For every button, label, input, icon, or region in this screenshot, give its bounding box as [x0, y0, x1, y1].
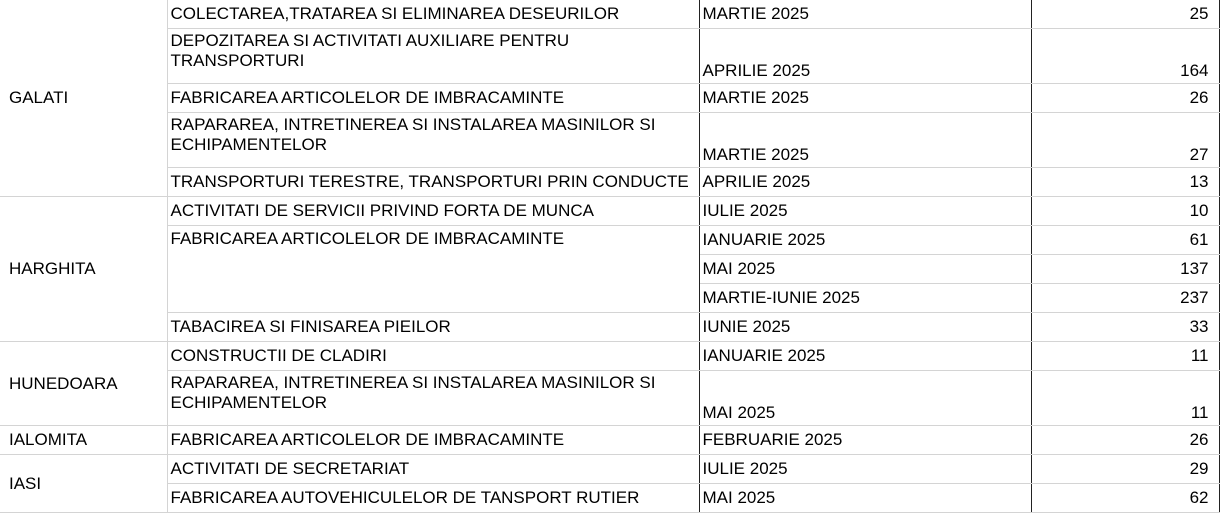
activity-cell[interactable]: RAPARAREA, INTRETINEREA SI INSTALAREA MASINILOR SI ECHIPAMENTELOR — [167, 371, 699, 426]
county-cell-iasi[interactable]: IASI — [0, 455, 167, 513]
count-cell[interactable]: 33 — [1031, 313, 1219, 342]
activity-cell[interactable]: FABRICAREA ARTICOLELOR DE IMBRACAMINTE — [167, 226, 699, 313]
activity-cell[interactable]: ACTIVITATI DE SECRETARIAT — [167, 455, 699, 484]
activity-cell[interactable]: TRANSPORTURI TERESTRE, TRANSPORTURI PRIN CONDUCTE — [167, 168, 699, 197]
activity-cell[interactable]: FABRICAREA AUTOVEHICULELOR DE TANSPORT RUTIER — [167, 484, 699, 513]
county-cell-hunedoara[interactable]: HUNEDOARA — [0, 342, 167, 426]
count-cell[interactable]: 10 — [1031, 197, 1219, 226]
count-cell[interactable]: 26 — [1031, 84, 1219, 113]
count-cell[interactable]: 11 — [1031, 342, 1219, 371]
activity-cell[interactable]: ACTIVITATI DE SERVICII PRIVIND FORTA DE MUNCA — [167, 197, 699, 226]
month-cell[interactable]: APRILIE 2025 — [699, 168, 1031, 197]
activity-cell[interactable]: TABACIREA SI FINISAREA PIEILOR — [167, 313, 699, 342]
activity-cell[interactable]: CONSTRUCTII DE CLADIRI — [167, 342, 699, 371]
count-cell[interactable]: 164 — [1031, 29, 1219, 84]
county-cell-harghita[interactable]: HARGHITA — [0, 197, 167, 342]
activity-cell[interactable]: DEPOZITAREA SI ACTIVITATI AUXILIARE PENTRU TRANSPORTURI — [167, 29, 699, 84]
count-cell[interactable]: 137 — [1031, 255, 1219, 284]
count-cell[interactable]: 26 — [1031, 426, 1219, 455]
county-cell-ialomita[interactable]: IALOMITA — [0, 426, 167, 455]
month-cell[interactable]: APRILIE 2025 — [699, 29, 1031, 84]
month-cell[interactable]: IANUARIE 2025 — [699, 226, 1031, 255]
count-cell[interactable]: 62 — [1031, 484, 1219, 513]
count-cell[interactable]: 25 — [1031, 0, 1219, 29]
month-cell[interactable]: MARTIE 2025 — [699, 0, 1031, 29]
month-cell[interactable]: MARTIE 2025 — [699, 113, 1031, 168]
month-cell[interactable]: IULIE 2025 — [699, 197, 1031, 226]
count-cell[interactable]: 13 — [1031, 168, 1219, 197]
county-cell-galati[interactable]: GALATI — [0, 0, 167, 197]
activity-cell[interactable]: FABRICAREA ARTICOLELOR DE IMBRACAMINTE — [167, 84, 699, 113]
count-cell[interactable]: 29 — [1031, 455, 1219, 484]
activity-cell[interactable]: FABRICAREA ARTICOLELOR DE IMBRACAMINTE — [167, 426, 699, 455]
activity-cell[interactable]: COLECTAREA,TRATAREA SI ELIMINAREA DESEURILOR — [167, 0, 699, 29]
month-cell[interactable]: IANUARIE 2025 — [699, 342, 1031, 371]
month-cell[interactable]: FEBRUARIE 2025 — [699, 426, 1031, 455]
count-cell[interactable]: 61 — [1031, 226, 1219, 255]
month-cell[interactable]: MARTIE 2025 — [699, 84, 1031, 113]
month-cell[interactable]: MARTIE-IUNIE 2025 — [699, 284, 1031, 313]
month-cell[interactable]: MAI 2025 — [699, 371, 1031, 426]
month-cell[interactable]: IULIE 2025 — [699, 455, 1031, 484]
month-cell[interactable]: MAI 2025 — [699, 484, 1031, 513]
month-cell[interactable]: MAI 2025 — [699, 255, 1031, 284]
count-cell[interactable]: 27 — [1031, 113, 1219, 168]
month-cell[interactable]: IUNIE 2025 — [699, 313, 1031, 342]
activity-cell[interactable]: RAPARAREA, INTRETINEREA SI INSTALAREA MASINILOR SI ECHIPAMENTELOR — [167, 113, 699, 168]
count-cell[interactable]: 237 — [1031, 284, 1219, 313]
count-cell[interactable]: 11 — [1031, 371, 1219, 426]
